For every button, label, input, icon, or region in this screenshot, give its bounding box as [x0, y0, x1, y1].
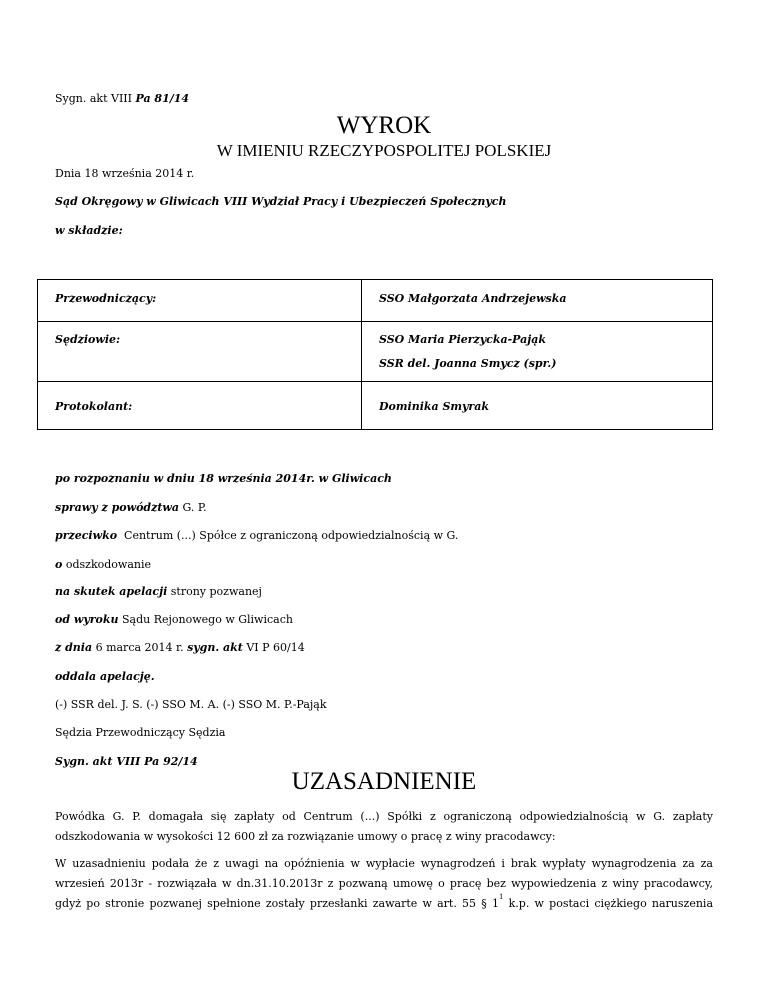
ruling-decision: oddala apelację.	[55, 670, 155, 683]
clerk-value: Dominika Smyrak	[379, 400, 489, 413]
paragraph-2-line-2: wrzesień 2013r - rozwiązała w dn.31.10.2013r z pozwaną umowę o pracę bez wypowiedzenia z winy pracodawcy,	[55, 877, 713, 890]
chair-label-cell	[38, 280, 362, 322]
ruling-line-4-bold: o	[55, 558, 63, 571]
ruling-line-6-bold: od wyroku	[55, 613, 119, 626]
clerk-value-cell	[362, 382, 713, 430]
judge-2: SSR del. Joanna Smycz (spr.)	[379, 357, 557, 370]
ruling-line-3-text: Centrum (...) Spółce z ograniczoną odpowiedzialnością w G.	[117, 529, 459, 542]
table-row	[38, 280, 713, 322]
case-signature-2: Sygn. akt VIII Pa 92/14	[55, 755, 198, 768]
judges-label: Sędziowie:	[55, 333, 121, 346]
justification-title: UZASADNIENIE	[291, 768, 477, 795]
ruling-line-4-text: odszkodowanie	[62, 558, 151, 571]
ruling-line-7-bold-2: sygn. akt	[187, 641, 243, 654]
ruling-line-7	[55, 641, 305, 655]
ruling-line-3	[55, 529, 458, 543]
ruling-line-6	[55, 613, 293, 627]
ruling-line-1: po rozpoznaniu w dniu 18 września 2014r. w Gliwicach	[55, 472, 392, 485]
chair-value-cell	[362, 280, 713, 322]
paragraph-1	[55, 807, 713, 847]
judgment-subtitle: W IMIENIU RZECZYPOSPOLITEJ POLSKIEJ	[216, 141, 552, 160]
paragraph-2-superscript: 1	[498, 893, 504, 901]
paragraph-2-line-3	[55, 894, 713, 914]
paragraph-2-line-1: W uzasadnieniu podała że z uwagi na opóźnienia w wypłacie wynagrodzeń i brak wypłaty wynagrodzenia za za	[55, 857, 713, 870]
court-name: Sąd Okręgowy w Gliwicach VIII Wydział Pracy i Ubezpieczeń Społecznych	[55, 195, 507, 208]
ruling-line-4	[55, 558, 151, 572]
judge-1: SSO Maria Pierzycka-Pająk	[379, 333, 547, 346]
composition-label: w składzie:	[55, 224, 123, 237]
signatures-line: (-) SSR del. J. S. (-) SSO M. A. (-) SSO M. P.-Pająk	[55, 698, 327, 711]
signatures-titles: Sędzia Przewodniczący Sędzia	[55, 726, 226, 739]
table-row	[38, 382, 713, 430]
case-signature	[55, 92, 189, 106]
ruling-line-5-bold: na skutek apelacji	[55, 585, 168, 598]
table-row	[38, 322, 713, 382]
clerk-label-cell	[38, 382, 362, 430]
paragraph-1-line-2: odszkodowania w wysokości 12 600 zł za rozwiązanie umowy o pracę z winy pracodawcy:	[55, 830, 556, 843]
ruling-line-6-text: Sądu Rejonowego w Gliwicach	[118, 613, 293, 626]
paragraph-1-line-1: Powódka G. P. domagała się zapłaty od Centrum (...) Spółki z ograniczoną odpowiedzialnością w G. zapłaty	[55, 810, 713, 823]
judgment-title: WYROK	[336, 112, 432, 139]
case-signature-number: Pa 81/14	[135, 92, 190, 105]
judges-label-cell	[38, 322, 362, 382]
chair-value: SSO Małgorzata Andrzejewska	[379, 292, 567, 305]
clerk-label: Protokolant:	[55, 400, 133, 413]
ruling-line-5	[55, 585, 262, 599]
ruling-line-2	[55, 501, 207, 515]
chair-label: Przewodniczący:	[55, 292, 157, 305]
judges-value-cell	[362, 322, 713, 382]
ruling-line-7-text-1: 6 marca 2014 r.	[92, 641, 188, 654]
ruling-line-7-bold-1: z dnia	[55, 641, 93, 654]
case-signature-prefix: Sygn. akt VIII	[55, 92, 136, 105]
paragraph-2	[55, 854, 713, 914]
ruling-line-2-bold: sprawy z powództwa	[55, 501, 180, 514]
paragraph-2-line-3b: k.p. w postaci ciężkiego naruszenia	[503, 897, 713, 910]
judgment-date: Dnia 18 września 2014 r.	[55, 167, 195, 180]
ruling-line-2-text: G. P.	[179, 501, 207, 514]
ruling-line-7-text-2: VI P 60/14	[242, 641, 305, 654]
composition-table	[37, 279, 713, 430]
paragraph-2-line-3a: gdyż po stronie pozwanej spełnione zostały przesłanki zawarte w art. 55 § 1	[55, 897, 499, 910]
ruling-line-3-bold: przeciwko	[55, 529, 118, 542]
ruling-line-5-text: strony pozwanej	[167, 585, 262, 598]
